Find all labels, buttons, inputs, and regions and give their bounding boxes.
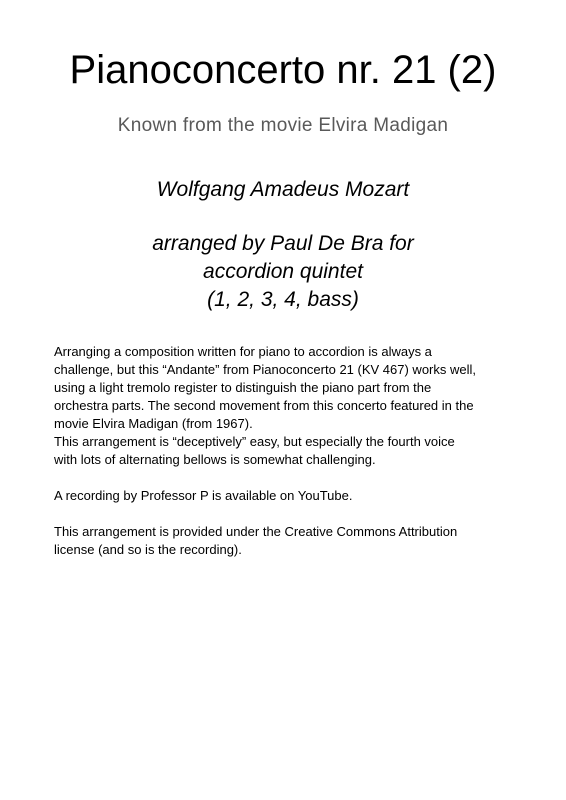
paragraph-license: [54, 523, 524, 559]
arrangement-line: arranged by Paul De Bra for: [152, 232, 414, 255]
arrangement-line: (1, 2, 3, 4, bass): [207, 288, 359, 311]
paragraph-recording: [54, 487, 524, 505]
text-line: orchestra parts. The second movement from this concerto featured in the: [54, 398, 474, 413]
paragraph-spacer: [54, 469, 524, 487]
text-line: movie Elvira Madigan (from 1967).: [54, 416, 253, 431]
text-line: license (and so is the recording).: [54, 542, 242, 557]
page-subtitle: Known from the movie Elvira Madigan: [117, 115, 449, 136]
text-line: This arrangement is “deceptively” easy, but especially the fourth voice: [54, 434, 455, 449]
text-line: using a light tremolo register to distinguish the piano part from the: [54, 380, 432, 395]
paragraph-intro: [54, 343, 524, 469]
text-line: This arrangement is provided under the Creative Commons Attribution: [54, 524, 458, 539]
arrangement-line: accordion quintet: [203, 260, 363, 283]
text-line: Arranging a composition written for piano to accordion is always a: [54, 344, 432, 359]
description-text: [54, 343, 524, 559]
text-line: challenge, but this “Andante” from Pianoconcerto 21 (KV 467) works well,: [54, 362, 476, 377]
text-line: with lots of alternating bellows is somewhat challenging.: [54, 452, 376, 467]
composer-name: Wolfgang Amadeus Mozart: [156, 178, 410, 201]
text-line: A recording by Professor P is available on YouTube.: [54, 488, 353, 503]
paragraph-spacer: [54, 505, 524, 523]
arrangement-info: [0, 230, 566, 314]
page-title: Pianoconcerto nr. 21 (2): [69, 48, 497, 92]
